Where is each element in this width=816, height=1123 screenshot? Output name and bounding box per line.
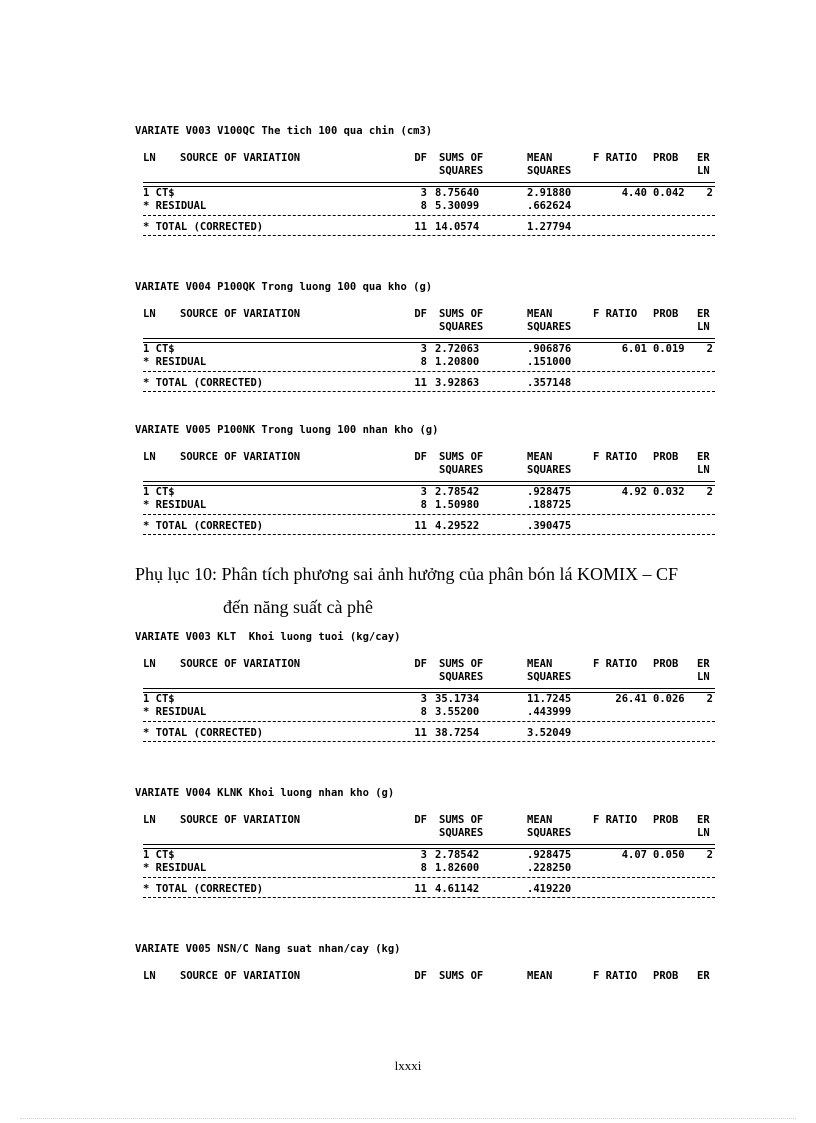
df-cell: 3 — [420, 486, 427, 498]
df-cell: 8 — [420, 862, 427, 874]
col-sums-header: SUMS OF — [439, 451, 484, 463]
source-cell: * RESIDUAL — [143, 200, 207, 212]
source-cell: 1 CT$ — [143, 849, 175, 861]
col-ln-header: LN — [143, 152, 156, 164]
sums-cell: 3.55200 — [435, 706, 480, 718]
total-df-cell: 11 — [414, 221, 427, 233]
total-source-cell: * TOTAL (CORRECTED) — [143, 377, 264, 389]
total-row — [135, 221, 715, 234]
total-source-cell: * TOTAL (CORRECTED) — [143, 883, 264, 895]
dashed-rule — [143, 897, 715, 898]
prob-cell: 0.019 — [653, 343, 685, 355]
col-er-header: ER — [697, 451, 710, 463]
col-sums-header: SUMS OF — [439, 308, 484, 320]
table-row — [135, 499, 715, 512]
col-sums-header: SUMS OF — [439, 658, 484, 670]
total-source-cell: * TOTAL (CORRECTED) — [143, 727, 264, 739]
source-cell: * RESIDUAL — [143, 862, 207, 874]
col-ln2-header: LN — [697, 827, 710, 839]
col-squares-header: SQUARES — [527, 321, 572, 333]
col-df-header: DF — [414, 658, 427, 670]
total-mean-cell: .390475 — [527, 520, 572, 532]
dashed-rule — [143, 371, 715, 372]
col-prob-header: PROB — [653, 658, 679, 670]
col-df-header: DF — [414, 970, 427, 982]
prob-cell: 0.050 — [653, 849, 685, 861]
col-prob-header: PROB — [653, 451, 679, 463]
col-er-header: ER — [697, 658, 710, 670]
er-cell: 2 — [706, 849, 713, 861]
mean-cell: 11.7245 — [527, 693, 572, 705]
variate-title: VARIATE V005 P100NK Trong luong 100 nhan kho (g) — [135, 424, 439, 436]
col-ln-header: LN — [143, 658, 156, 670]
total-mean-cell: 3.52049 — [527, 727, 572, 739]
fratio-cell: 4.92 — [621, 486, 647, 498]
col-mean-header: MEAN — [527, 308, 553, 320]
table-row — [135, 862, 715, 875]
col-sums-header: SUMS OF — [439, 152, 484, 164]
anova-table — [135, 630, 715, 739]
col-squares-header: SQUARES — [439, 464, 484, 476]
sums-cell: 2.72063 — [435, 343, 480, 355]
col-prob-header: PROB — [653, 152, 679, 164]
col-df-header: DF — [414, 814, 427, 826]
col-squares-header: SQUARES — [439, 321, 484, 333]
col-squares-header: SQUARES — [439, 165, 484, 177]
col-ln2-header: LN — [697, 165, 710, 177]
prob-cell: 0.026 — [653, 693, 685, 705]
col-prob-header: PROB — [653, 308, 679, 320]
er-cell: 2 — [706, 187, 713, 199]
df-cell: 3 — [420, 693, 427, 705]
df-cell: 8 — [420, 499, 427, 511]
source-cell: 1 CT$ — [143, 693, 175, 705]
variate-title: VARIATE V003 V100QC The tich 100 qua chin (cm3) — [135, 125, 433, 137]
col-er-header: ER — [697, 308, 710, 320]
col-squares-header: SQUARES — [527, 671, 572, 683]
col-squares-header: SQUARES — [439, 827, 484, 839]
col-mean-header: MEAN — [527, 970, 553, 982]
df-cell: 8 — [420, 706, 427, 718]
variate-title: VARIATE V003 KLT Khoi luong tuoi (kg/cay) — [135, 631, 401, 643]
col-df-header: DF — [414, 451, 427, 463]
col-er-header: ER — [697, 814, 710, 826]
df-cell: 3 — [420, 849, 427, 861]
mean-cell: .188725 — [527, 499, 572, 511]
er-cell: 2 — [706, 693, 713, 705]
table-row — [135, 706, 715, 719]
col-ln2-header: LN — [697, 671, 710, 683]
fratio-cell: 6.01 — [621, 343, 647, 355]
total-mean-cell: .419220 — [527, 883, 572, 895]
table-row — [135, 200, 715, 213]
total-source-cell: * TOTAL (CORRECTED) — [143, 221, 264, 233]
col-source-header: SOURCE OF VARIATION — [180, 308, 301, 320]
table-row — [135, 343, 715, 356]
appendix-heading: Phụ lục 10: Phân tích phương sai ảnh hưởng của phân bón lá KOMIX – CF — [135, 564, 678, 584]
variate-title: VARIATE V005 NSN/C Nang suat nhan/cay (kg) — [135, 943, 401, 955]
col-sums-header: SUMS OF — [439, 970, 484, 982]
table-header — [135, 658, 715, 686]
mean-cell: .928475 — [527, 849, 572, 861]
col-mean-header: MEAN — [527, 451, 553, 463]
col-squares-header: SQUARES — [527, 165, 572, 177]
table-row — [135, 486, 715, 499]
dashed-rule — [143, 534, 715, 535]
source-cell: 1 CT$ — [143, 486, 175, 498]
prob-cell: 0.042 — [653, 187, 685, 199]
col-mean-header: MEAN — [527, 814, 553, 826]
page-number: lxxxi — [394, 1058, 422, 1073]
sums-cell: 2.78542 — [435, 486, 480, 498]
col-ln2-header: LN — [697, 321, 710, 333]
er-cell: 2 — [706, 343, 713, 355]
col-fratio-header: F RATIO — [593, 308, 638, 320]
table-row — [135, 693, 715, 706]
total-row — [135, 377, 715, 390]
total-df-cell: 11 — [414, 377, 427, 389]
col-mean-header: MEAN — [527, 658, 553, 670]
col-source-header: SOURCE OF VARIATION — [180, 970, 301, 982]
table-row — [135, 356, 715, 369]
col-ln-header: LN — [143, 308, 156, 320]
dashed-rule — [143, 391, 715, 392]
col-source-header: SOURCE OF VARIATION — [180, 814, 301, 826]
dashed-rule — [143, 741, 715, 742]
df-cell: 8 — [420, 356, 427, 368]
col-ln-header: LN — [143, 814, 156, 826]
appendix-heading-line2: đến năng suất cà phê — [223, 597, 373, 617]
variate-title: VARIATE V004 KLNK Khoi luong nhan kho (g) — [135, 787, 395, 799]
fratio-cell: 4.07 — [621, 849, 647, 861]
page-bottom-rule — [20, 1118, 796, 1119]
sums-cell: 1.50980 — [435, 499, 480, 511]
mean-cell: 2.91880 — [527, 187, 572, 199]
table-header — [135, 814, 715, 842]
dashed-rule — [143, 215, 715, 216]
fratio-cell: 4.40 — [621, 187, 647, 199]
col-fratio-header: F RATIO — [593, 970, 638, 982]
col-fratio-header: F RATIO — [593, 658, 638, 670]
fratio-cell: 26.41 — [615, 693, 647, 705]
table-header — [135, 308, 715, 336]
anova-table — [135, 124, 715, 233]
dashed-rule — [143, 877, 715, 878]
col-ln-header: LN — [143, 970, 156, 982]
dashed-rule — [143, 514, 715, 515]
col-prob-header: PROB — [653, 970, 679, 982]
source-cell: * RESIDUAL — [143, 356, 207, 368]
col-fratio-header: F RATIO — [593, 152, 638, 164]
col-squares-header: SQUARES — [527, 827, 572, 839]
col-fratio-header: F RATIO — [593, 814, 638, 826]
total-sums-cell: 14.0574 — [435, 221, 480, 233]
anova-table — [135, 280, 715, 389]
total-sums-cell: 4.29522 — [435, 520, 480, 532]
mean-cell: .151000 — [527, 356, 572, 368]
col-df-header: DF — [414, 308, 427, 320]
sums-cell: 1.20800 — [435, 356, 480, 368]
col-df-header: DF — [414, 152, 427, 164]
total-sums-cell: 4.61142 — [435, 883, 480, 895]
df-cell: 3 — [420, 343, 427, 355]
anova-table — [135, 786, 715, 895]
anova-table-partial — [135, 942, 715, 998]
mean-cell: .928475 — [527, 486, 572, 498]
col-prob-header: PROB — [653, 814, 679, 826]
sums-cell: 1.82600 — [435, 862, 480, 874]
total-sums-cell: 38.7254 — [435, 727, 480, 739]
col-source-header: SOURCE OF VARIATION — [180, 658, 301, 670]
mean-cell: .443999 — [527, 706, 572, 718]
mean-cell: .906876 — [527, 343, 572, 355]
col-squares-header: SQUARES — [527, 464, 572, 476]
sums-cell: 5.30099 — [435, 200, 480, 212]
table-row — [135, 849, 715, 862]
mean-cell: .662624 — [527, 200, 572, 212]
col-source-header: SOURCE OF VARIATION — [180, 152, 301, 164]
col-er-header: ER — [697, 970, 710, 982]
prob-cell: 0.032 — [653, 486, 685, 498]
dashed-rule — [143, 235, 715, 236]
col-mean-header: MEAN — [527, 152, 553, 164]
source-cell: * RESIDUAL — [143, 499, 207, 511]
table-header — [135, 152, 715, 180]
col-er-header: ER — [697, 152, 710, 164]
variate-title: VARIATE V004 P100QK Trong luong 100 qua kho (g) — [135, 281, 433, 293]
source-cell: * RESIDUAL — [143, 706, 207, 718]
dashed-rule — [143, 721, 715, 722]
table-header — [135, 451, 715, 479]
anova-table — [135, 423, 715, 532]
col-fratio-header: F RATIO — [593, 451, 638, 463]
col-sums-header: SUMS OF — [439, 814, 484, 826]
col-source-header: SOURCE OF VARIATION — [180, 451, 301, 463]
df-cell: 3 — [420, 187, 427, 199]
total-df-cell: 11 — [414, 727, 427, 739]
sums-cell: 2.78542 — [435, 849, 480, 861]
source-cell: 1 CT$ — [143, 343, 175, 355]
sums-cell: 35.1734 — [435, 693, 480, 705]
total-source-cell: * TOTAL (CORRECTED) — [143, 520, 264, 532]
total-row — [135, 883, 715, 896]
total-row — [135, 727, 715, 740]
total-mean-cell: .357148 — [527, 377, 572, 389]
col-squares-header: SQUARES — [439, 671, 484, 683]
total-sums-cell: 3.92863 — [435, 377, 480, 389]
sums-cell: 8.75640 — [435, 187, 480, 199]
df-cell: 8 — [420, 200, 427, 212]
col-ln-header: LN — [143, 451, 156, 463]
total-mean-cell: 1.27794 — [527, 221, 572, 233]
total-df-cell: 11 — [414, 520, 427, 532]
total-row — [135, 520, 715, 533]
table-row — [135, 187, 715, 200]
total-df-cell: 11 — [414, 883, 427, 895]
col-ln2-header: LN — [697, 464, 710, 476]
mean-cell: .228250 — [527, 862, 572, 874]
source-cell: 1 CT$ — [143, 187, 175, 199]
table-header — [135, 970, 715, 998]
er-cell: 2 — [706, 486, 713, 498]
